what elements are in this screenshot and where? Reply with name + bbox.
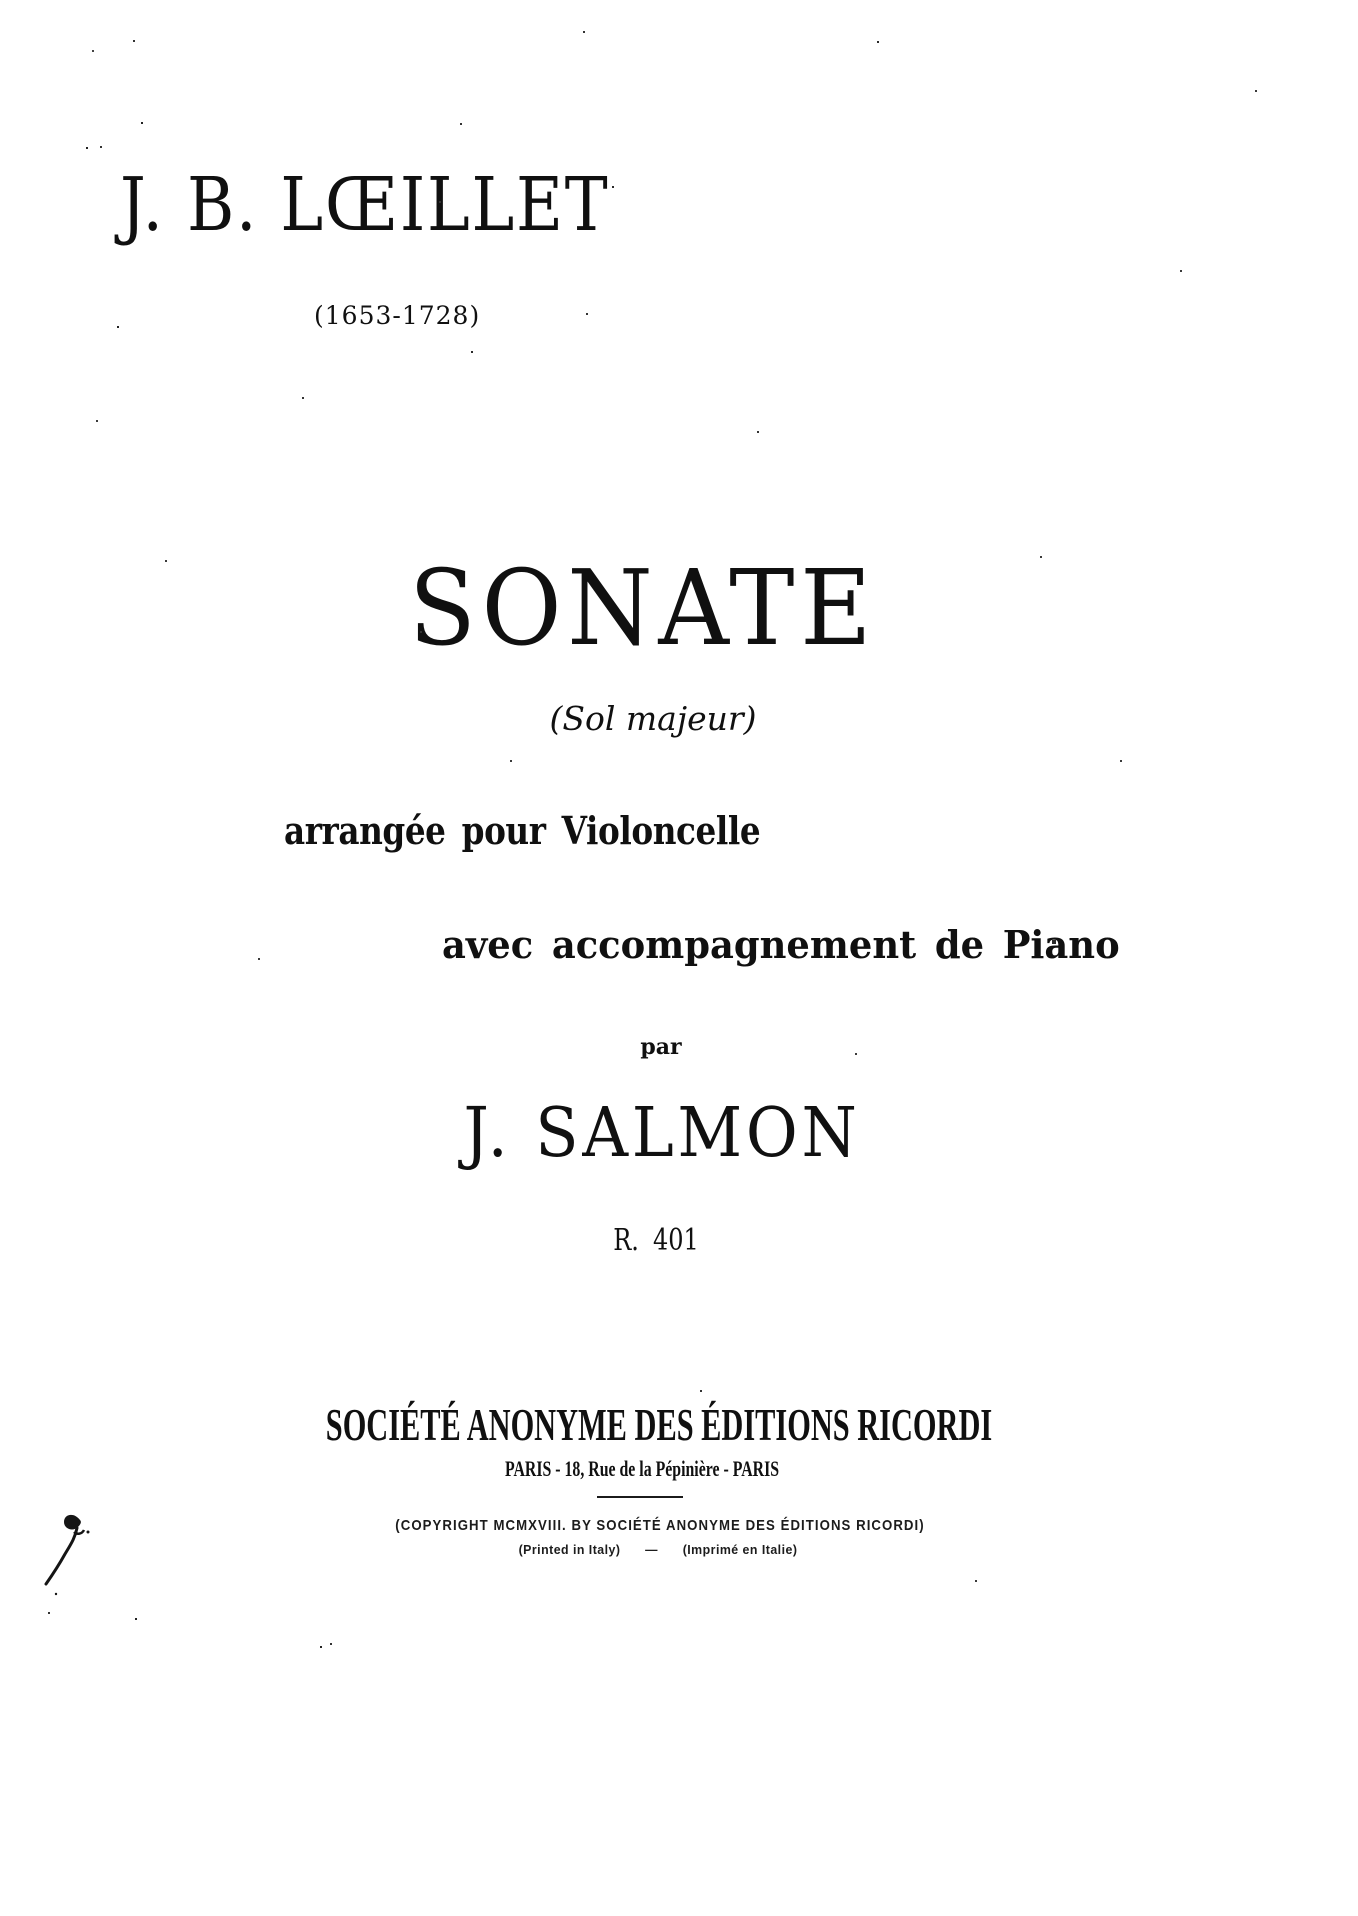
- arrangement-line: arrangée pour Violoncelle: [284, 808, 761, 853]
- divider-rule: [597, 1496, 683, 1498]
- plate-number: R. 401: [613, 1223, 699, 1258]
- handwritten-ink-mark: [36, 1498, 106, 1608]
- composer-dates: (1653-1728): [314, 301, 481, 330]
- by-label: par: [640, 1034, 682, 1060]
- accompaniment-line: avec accompagnement de Piano: [442, 922, 1120, 967]
- arranger-name: J. SALMON: [463, 1094, 861, 1173]
- publisher-address: PARIS - 18, Rue de la Pépinière - PARIS: [504, 1456, 780, 1481]
- publisher-name: SOCIÉTÉ ANONYME DES ÉDITIONS RICORDI: [325, 1399, 993, 1450]
- scan-noise-speckles: [0, 0, 2, 2]
- printed-dash: —: [645, 1542, 658, 1557]
- work-key: (Sol majeur): [549, 699, 757, 738]
- printed-in-english: (Printed in Italy): [518, 1542, 621, 1557]
- printed-in-french: (Imprimé en Italie): [682, 1542, 798, 1557]
- copyright-line: (COPYRIGHT MCMXVIII. BY SOCIÉTÉ ANONYME DES ÉDITIONS RICORDI): [395, 1517, 925, 1534]
- printed-in-line: [519, 1543, 798, 1556]
- composer-name: J. B. LŒILLET: [120, 162, 610, 248]
- work-title: SONATE: [408, 547, 878, 669]
